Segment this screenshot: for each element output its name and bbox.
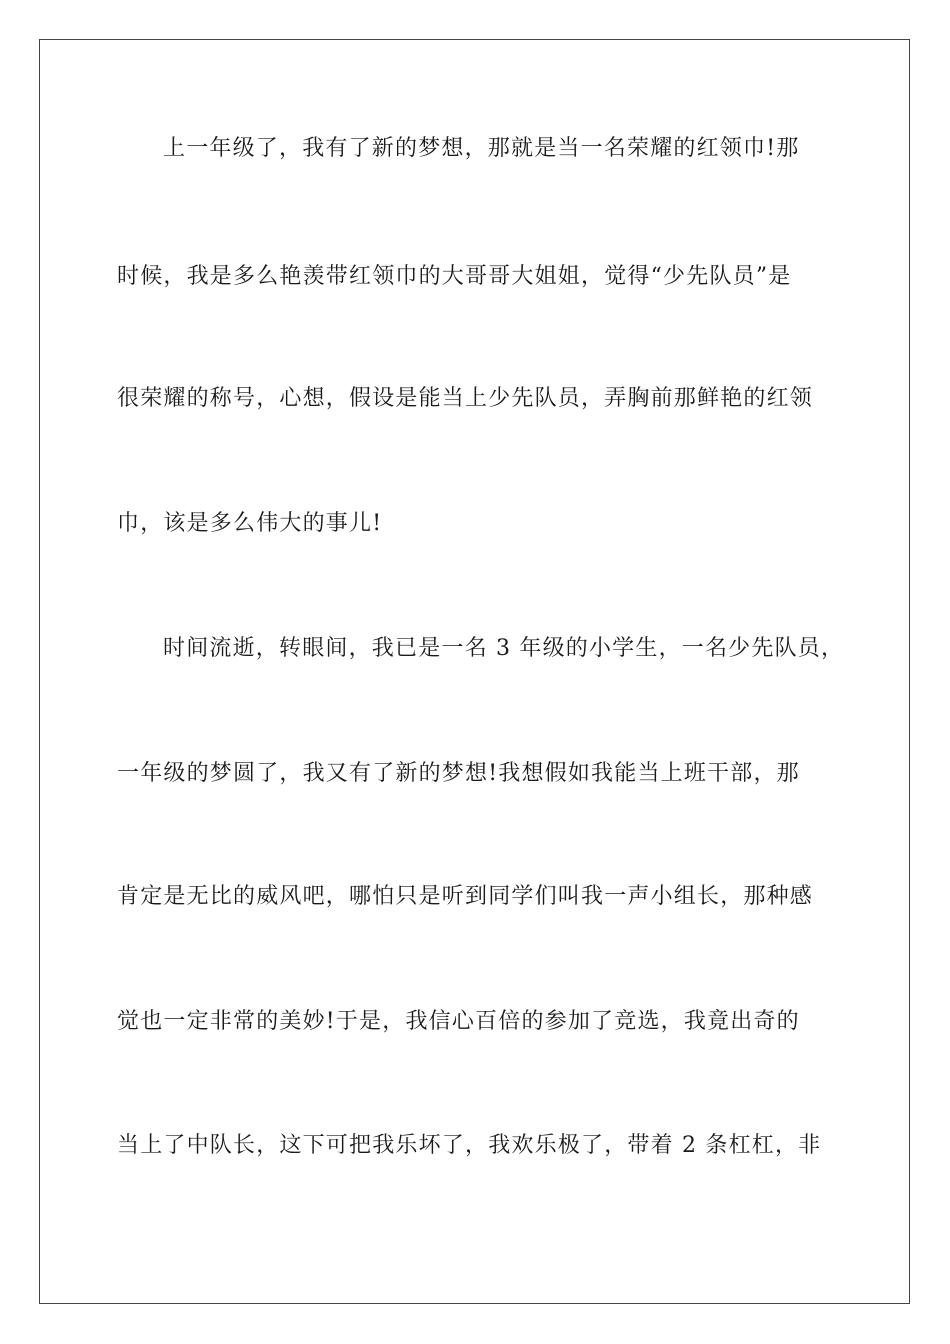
paragraph-1-line-2: 时候，我是多么艳羡带红领巾的大哥哥大姐姐，觉得“少先队员”是 <box>117 264 792 289</box>
paragraph-1-line-4: 巾，该是多么伟大的事儿! <box>117 511 383 536</box>
page-border <box>39 39 910 1304</box>
paragraph-2-line-4: 觉也一定非常的美妙!于是，我信心百倍的参加了竞选，我竟出奇的 <box>117 1009 800 1034</box>
paragraph-2-line-3: 肯定是无比的威风吧，哪怕只是听到同学们叫我一声小组长，那种感 <box>117 884 814 909</box>
paragraph-2-line-5: 当上了中队长，这下可把我乐坏了，我欢乐极了，带着 2 条杠杠，非 <box>117 1133 822 1158</box>
paragraph-1-line-3: 很荣耀的称号，心想，假设是能当上少先队员，弄胸前那鲜艳的红领 <box>117 386 814 411</box>
paragraph-2-line-2: 一年级的梦圆了，我又有了新的梦想!我想假如我能当上班干部，那 <box>117 761 800 786</box>
paragraph-1-line-1: 上一年级了，我有了新的梦想，那就是当一名荣耀的红领巾!那 <box>163 136 800 161</box>
paragraph-2-line-1: 时间流逝，转眼间，我已是一名 3 年级的小学生，一名少先队员， <box>163 636 845 661</box>
